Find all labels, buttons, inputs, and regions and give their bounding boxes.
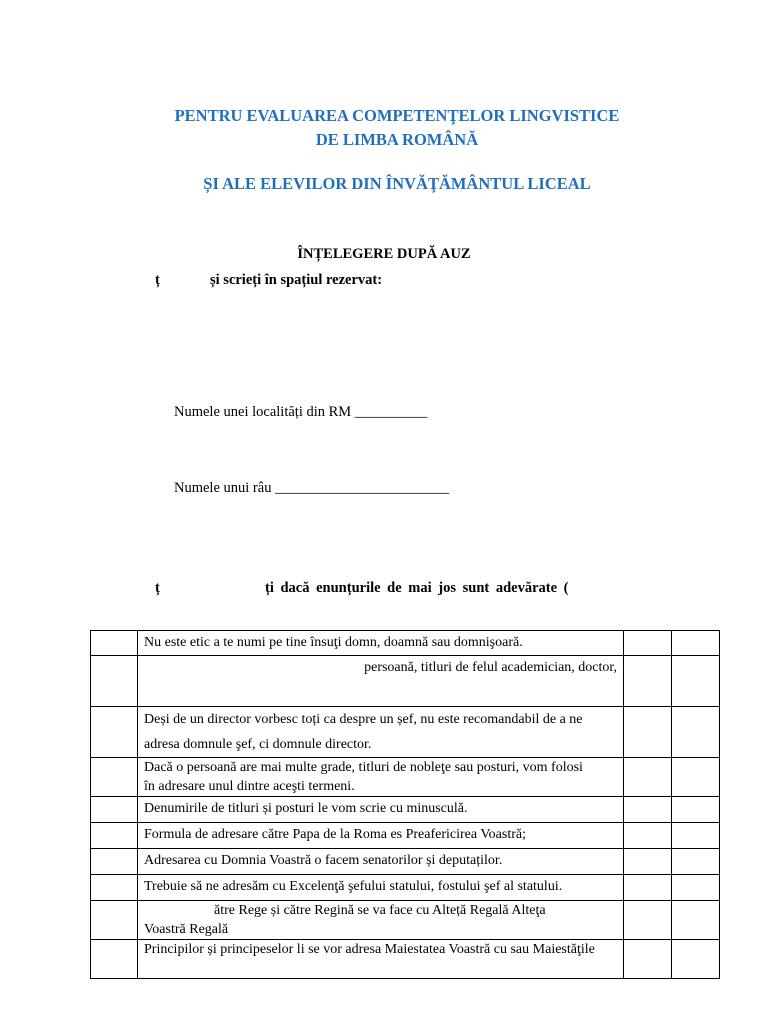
answer-false-cell[interactable] (672, 849, 720, 875)
statement-cell: Principilor și principeselor li se vor adresa Maiestatea Voastră cu sau Maiestăţile (138, 940, 624, 979)
table-row (91, 849, 720, 875)
statement-cell: Nu este etic a te numi pe tine însuţi domn, doamnă sau domnişoară. (138, 631, 624, 656)
answer-false-cell[interactable] (672, 656, 720, 707)
answer-false-cell[interactable] (672, 901, 720, 940)
answer-false-cell[interactable] (672, 797, 720, 823)
answer-true-cell[interactable] (624, 758, 672, 797)
table-row (91, 797, 720, 823)
answer-false-cell[interactable] (672, 707, 720, 758)
field-river: Numele unui râu ________________________ (174, 480, 450, 496)
table-row (91, 940, 720, 979)
row-number-cell (91, 849, 138, 875)
row-number-cell (91, 797, 138, 823)
row-number-cell (91, 758, 138, 797)
row-number-cell (91, 875, 138, 901)
title-line-3: ȘI ALE ELEVILOR DIN ÎNVĂŢĂMÂNTUL LICEAL (203, 174, 591, 193)
row-number-cell (91, 823, 138, 849)
answer-true-cell[interactable] (624, 797, 672, 823)
row-number-cell (91, 707, 138, 758)
answer-true-cell[interactable] (624, 656, 672, 707)
title-line-2: DE LIMBA ROMÂNĂ (315, 130, 479, 149)
answer-false-cell[interactable] (672, 940, 720, 979)
row-number-cell (91, 901, 138, 940)
answer-true-cell[interactable] (624, 940, 672, 979)
row-number-cell (91, 940, 138, 979)
statement-line: ătre Rege și către Regină se va face cu Alteță Regală Alteţa (214, 903, 546, 918)
statement-line: Deși de un director vorbesc toți ca despre un șef, nu este recomandabil de a ne (144, 712, 583, 727)
answer-false-cell[interactable] (672, 875, 720, 901)
statement-cell (138, 901, 624, 940)
table-row (91, 823, 720, 849)
table-row (91, 901, 720, 940)
answer-true-cell[interactable] (624, 823, 672, 849)
table-row (91, 758, 720, 797)
table-row (91, 656, 720, 707)
instruction-2-text: ți dacă enunțurile de mai jos sunt adevărate ( (265, 580, 569, 596)
statement-line: Voastră Regală (144, 922, 229, 937)
answer-true-cell[interactable] (624, 631, 672, 656)
statement-cell (138, 758, 624, 797)
answer-true-cell[interactable] (624, 707, 672, 758)
statement-cell: persoană, titluri de felul academician, doctor, (138, 656, 624, 707)
instruction-1-prefix: ț (155, 272, 160, 288)
statement-cell: Adresarea cu Domnia Voastră o facem senatorilor și deputaților. (138, 849, 624, 875)
title-line-1: PENTRU EVALUAREA COMPETENŢELOR LINGVISTICE (174, 106, 620, 125)
statements-table (90, 630, 720, 979)
section-heading: ÎNȚELEGERE DUPĂ AUZ (297, 246, 471, 262)
answer-true-cell[interactable] (624, 849, 672, 875)
answer-false-cell[interactable] (672, 631, 720, 656)
answer-false-cell[interactable] (672, 823, 720, 849)
statement-cell (138, 707, 624, 758)
table-row (91, 631, 720, 656)
answer-true-cell[interactable] (624, 901, 672, 940)
statement-line: în adresare unul dintre aceşti termeni. (144, 779, 355, 794)
statement-cell: Formula de adresare către Papa de la Roma es Preafericirea Voastră; (138, 823, 624, 849)
table-row (91, 707, 720, 758)
instruction-2-prefix: ț (155, 580, 160, 596)
statement-cell: Denumirile de titluri și posturi le vom scrie cu minusculă. (138, 797, 624, 823)
statement-cell: Trebuie să ne adresăm cu Excelenţă şefului statului, fostului şef al statului. (138, 875, 624, 901)
row-number-cell (91, 631, 138, 656)
instruction-1-text: și scrieți în spațiul rezervat: (210, 272, 383, 288)
statement-line: adresa domnule şef, ci domnule director. (144, 737, 372, 752)
table-row (91, 875, 720, 901)
answer-false-cell[interactable] (672, 758, 720, 797)
field-locality: Numele unei localități din RM __________ (174, 404, 428, 420)
statement-line: Dacă o persoană are mai multe grade, titluri de nobleţe sau posturi, vom folosi (144, 760, 583, 775)
answer-true-cell[interactable] (624, 875, 672, 901)
row-number-cell (91, 656, 138, 707)
